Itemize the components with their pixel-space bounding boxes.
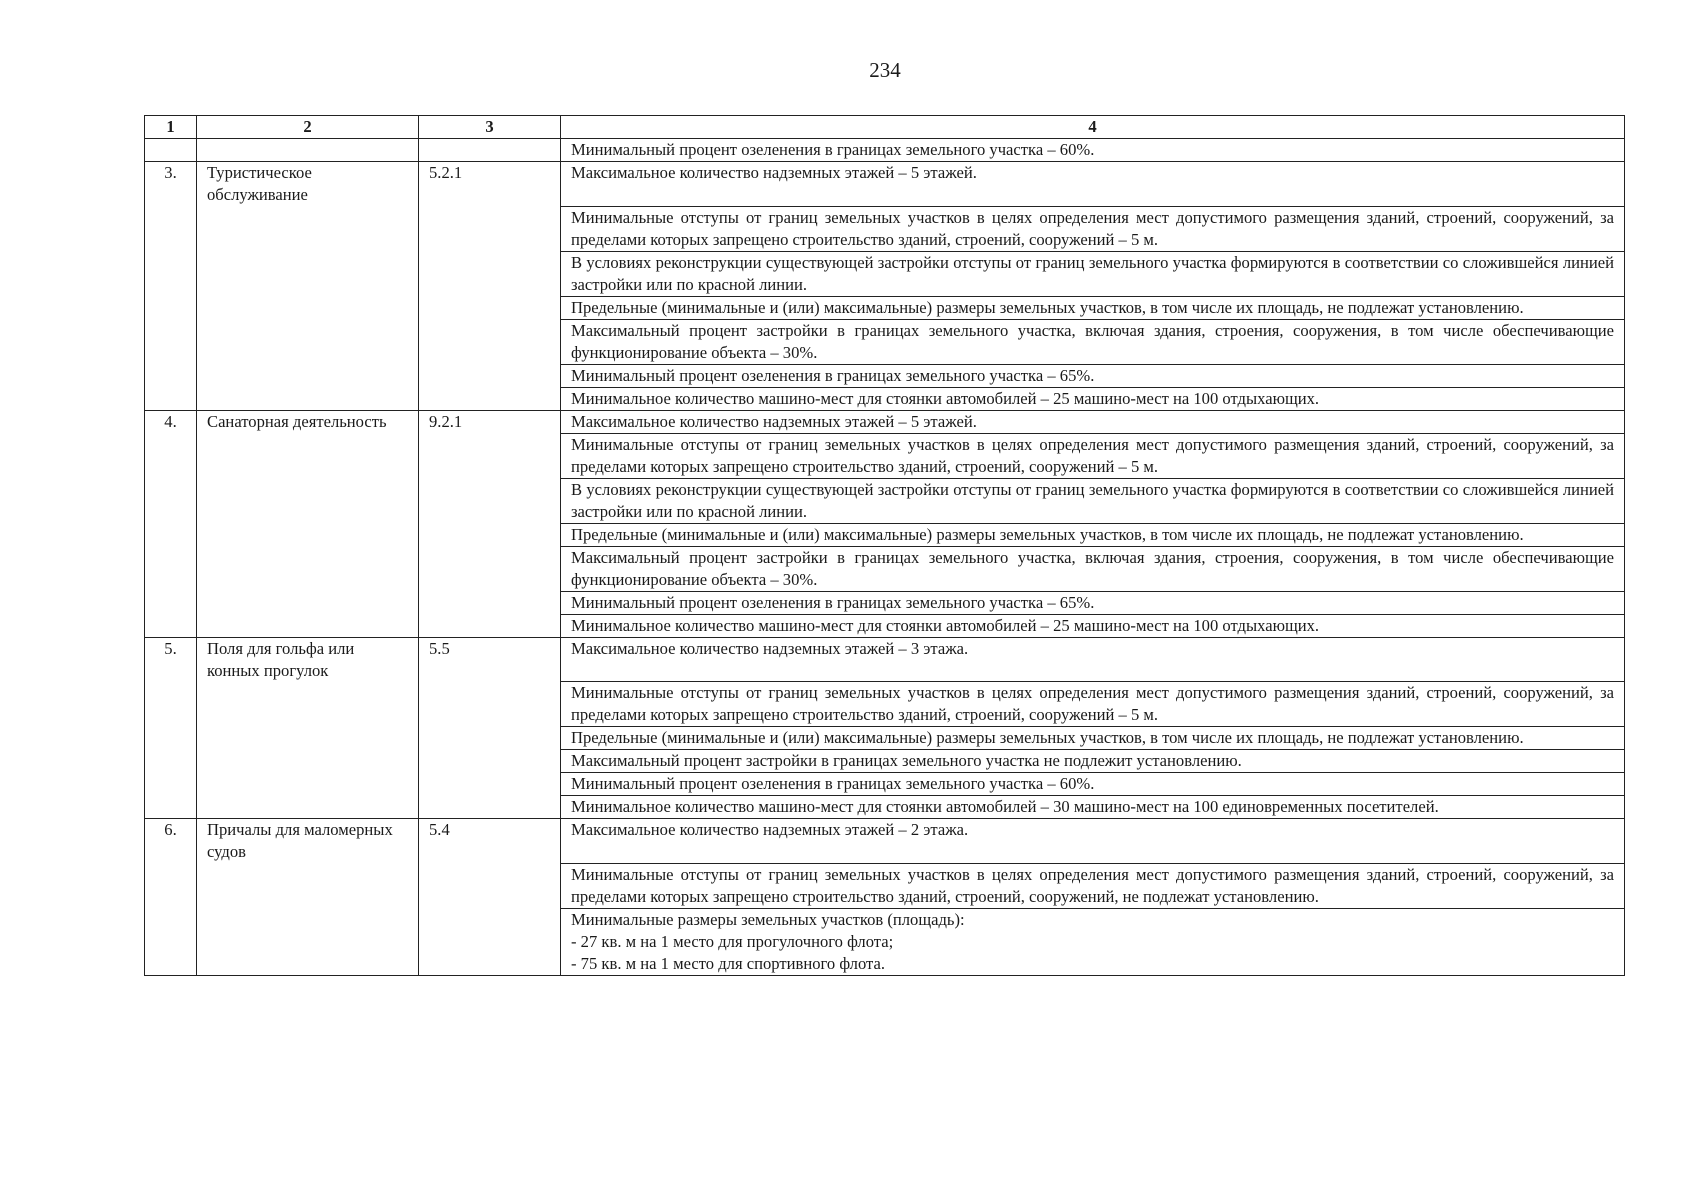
table-row — [145, 410, 1625, 433]
row-number: 4. — [145, 410, 197, 433]
use-type-code-spacer — [419, 773, 561, 796]
use-type-spacer — [197, 364, 419, 387]
use-type-spacer — [197, 546, 419, 591]
use-type-code-spacer — [419, 727, 561, 750]
row-number-spacer — [145, 908, 197, 975]
continuation-num-cell — [145, 139, 197, 162]
parameter-text: Максимальное количество надземных этажей – 3 этажа. — [561, 637, 1625, 682]
table-row — [145, 614, 1625, 637]
use-type-code-spacer — [419, 364, 561, 387]
parameter-text: Максимальный процент застройки в границах земельного участка, включая здания, строения, сооружения, в том числе обеспечивающие функционирование объекта – 30%. — [561, 319, 1625, 364]
use-type-code-spacer — [419, 546, 561, 591]
use-type-spacer — [197, 750, 419, 773]
use-type-code-spacer — [419, 682, 561, 727]
table-row — [145, 682, 1625, 727]
land-size-line: - 27 кв. м на 1 место для прогулочного флота; — [571, 931, 894, 951]
table-row — [145, 727, 1625, 750]
use-type-spacer — [197, 433, 419, 478]
parameter-text: Минимальный процент озеленения в границах земельного участка – 60%. — [561, 773, 1625, 796]
table-row — [145, 251, 1625, 296]
use-type-code-spacer — [419, 251, 561, 296]
row-number-spacer — [145, 614, 197, 637]
use-type-name: Причалы для маломерных судов — [197, 819, 419, 864]
use-type-code-spacer — [419, 319, 561, 364]
use-type-spacer — [197, 319, 419, 364]
table-row — [145, 750, 1625, 773]
header-col-1: 1 — [145, 116, 197, 139]
row-number-spacer — [145, 591, 197, 614]
use-type-code-spacer — [419, 523, 561, 546]
parameter-text: Максимальный процент застройки в границах земельного участка не подлежит установлению. — [561, 750, 1625, 773]
row-number-spacer — [145, 478, 197, 523]
use-type-spacer — [197, 908, 419, 975]
parameter-text: Минимальные отступы от границ земельных участков в целях определения мест допустимого размещения зданий, строений, сооружений, за пределами которых запрещено строительство зданий, строений, сооружений, не подлежат установлению. — [561, 863, 1625, 908]
use-type-code: 5.4 — [419, 819, 561, 864]
use-type-spacer — [197, 251, 419, 296]
use-type-spacer — [197, 796, 419, 819]
table-row — [145, 908, 1625, 975]
row-number: 5. — [145, 637, 197, 682]
use-type-code-spacer — [419, 206, 561, 251]
continuation-param-cell: Минимальный процент озеленения в границах земельного участка – 60%. — [561, 139, 1625, 162]
parameter-text: Минимальный процент озеленения в границах земельного участка – 65%. — [561, 591, 1625, 614]
parameter-text: Минимальные отступы от границ земельных участков в целях определения мест допустимого размещения зданий, строений, сооружений, за пределами которых запрещено строительство зданий, строений, сооружений – 5 м. — [561, 682, 1625, 727]
table-row — [145, 546, 1625, 591]
parameter-text: Минимальные отступы от границ земельных участков в целях определения мест допустимого размещения зданий, строений, сооружений, за пределами которых запрещено строительство зданий, строений, сооружений – 5 м. — [561, 433, 1625, 478]
table-row — [145, 206, 1625, 251]
table-header-row — [145, 116, 1625, 139]
parameter-text: Минимальный процент озеленения в границах земельного участка – 65%. — [561, 364, 1625, 387]
parameter-text: Максимальное количество надземных этажей – 5 этажей. — [561, 162, 1625, 207]
use-type-spacer — [197, 614, 419, 637]
table-row — [145, 296, 1625, 319]
use-type-spacer — [197, 206, 419, 251]
table-row — [145, 523, 1625, 546]
parameter-text: Минимальное количество машино-мест для стоянки автомобилей – 25 машино-мест на 100 отдыхающих. — [561, 387, 1625, 410]
use-type-spacer — [197, 863, 419, 908]
row-number-spacer — [145, 251, 197, 296]
table-row — [145, 637, 1625, 682]
header-col-3: 3 — [419, 116, 561, 139]
zoning-parameters-table — [144, 115, 1625, 976]
use-type-code-spacer — [419, 796, 561, 819]
table-row — [145, 387, 1625, 410]
parameter-text: Предельные (минимальные и (или) максимальные) размеры земельных участков, в том числе их площадь, не подлежат установлению. — [561, 523, 1625, 546]
parameter-text: Максимальный процент застройки в границах земельного участка, включая здания, строения, сооружения, в том числе обеспечивающие функционирование объекта – 30%. — [561, 546, 1625, 591]
continuation-code-cell — [419, 139, 561, 162]
row-number-spacer — [145, 796, 197, 819]
row-number-spacer — [145, 206, 197, 251]
use-type-code: 5.5 — [419, 637, 561, 682]
table-row — [145, 863, 1625, 908]
header-col-4: 4 — [561, 116, 1625, 139]
table-row — [145, 478, 1625, 523]
land-size-line: Минимальные размеры земельных участков (площадь): — [571, 909, 965, 929]
land-size-line: - 75 кв. м на 1 место для спортивного флота. — [571, 953, 885, 973]
use-type-code-spacer — [419, 614, 561, 637]
row-number-spacer — [145, 682, 197, 727]
page-number: 234 — [869, 58, 901, 82]
use-type-spacer — [197, 727, 419, 750]
row-number-spacer — [145, 296, 197, 319]
use-type-spacer — [197, 296, 419, 319]
parameter-text: Минимальное количество машино-мест для стоянки автомобилей – 25 машино-мест на 100 отдыхающих. — [561, 614, 1625, 637]
table-row — [145, 162, 1625, 207]
parameter-text: Максимальное количество надземных этажей – 2 этажа. — [561, 819, 1625, 864]
use-type-name: Санаторная деятельность — [197, 410, 419, 433]
table-row — [145, 433, 1625, 478]
table-row — [145, 319, 1625, 364]
table-body — [145, 139, 1625, 976]
use-type-code-spacer — [419, 908, 561, 975]
row-number: 3. — [145, 162, 197, 207]
use-type-code-spacer — [419, 478, 561, 523]
use-type-code-spacer — [419, 863, 561, 908]
row-number-spacer — [145, 863, 197, 908]
use-type-spacer — [197, 387, 419, 410]
row-number-spacer — [145, 387, 197, 410]
parameter-text: В условиях реконструкции существующей застройки отступы от границ земельного участка формируются в соответствии со сложившейся линией застройки или по красной линии. — [561, 251, 1625, 296]
parameter-text: Минимальное количество машино-мест для стоянки автомобилей – 30 машино-мест на 100 единовременных посетителей. — [561, 796, 1625, 819]
use-type-spacer — [197, 478, 419, 523]
use-type-spacer — [197, 591, 419, 614]
row-number: 6. — [145, 819, 197, 864]
header-col-2: 2 — [197, 116, 419, 139]
use-type-code-spacer — [419, 296, 561, 319]
table-row — [145, 364, 1625, 387]
row-number-spacer — [145, 750, 197, 773]
use-type-spacer — [197, 523, 419, 546]
row-number-spacer — [145, 319, 197, 364]
table-row — [145, 591, 1625, 614]
parameter-text: В условиях реконструкции существующей застройки отступы от границ земельного участка формируются в соответствии со сложившейся линией застройки или по красной линии. — [561, 478, 1625, 523]
parameter-text: Минимальные отступы от границ земельных участков в целях определения мест допустимого размещения зданий, строений, сооружений, за пределами которых запрещено строительство зданий, строений, сооружений – 5 м. — [561, 206, 1625, 251]
use-type-spacer — [197, 773, 419, 796]
use-type-code: 9.2.1 — [419, 410, 561, 433]
continuation-row — [145, 139, 1625, 162]
parameter-text: Предельные (минимальные и (или) максимальные) размеры земельных участков, в том числе их площадь, не подлежат установлению. — [561, 296, 1625, 319]
parameter-text: Максимальное количество надземных этажей – 5 этажей. — [561, 410, 1625, 433]
table-row — [145, 773, 1625, 796]
parameter-text: Предельные (минимальные и (или) максимальные) размеры земельных участков, в том числе их площадь, не подлежат установлению. — [561, 727, 1625, 750]
land-size-parameter — [561, 908, 1625, 975]
row-number-spacer — [145, 523, 197, 546]
row-number-spacer — [145, 773, 197, 796]
use-type-name: Поля для гольфа или конных прогулок — [197, 637, 419, 682]
use-type-name: Туристическое обслуживание — [197, 162, 419, 207]
use-type-code-spacer — [419, 387, 561, 410]
use-type-spacer — [197, 682, 419, 727]
table-row — [145, 796, 1625, 819]
row-number-spacer — [145, 546, 197, 591]
row-number-spacer — [145, 364, 197, 387]
use-type-code-spacer — [419, 433, 561, 478]
continuation-name-cell — [197, 139, 419, 162]
use-type-code-spacer — [419, 750, 561, 773]
row-number-spacer — [145, 727, 197, 750]
table-row — [145, 819, 1625, 864]
use-type-code: 5.2.1 — [419, 162, 561, 207]
row-number-spacer — [145, 433, 197, 478]
use-type-code-spacer — [419, 591, 561, 614]
